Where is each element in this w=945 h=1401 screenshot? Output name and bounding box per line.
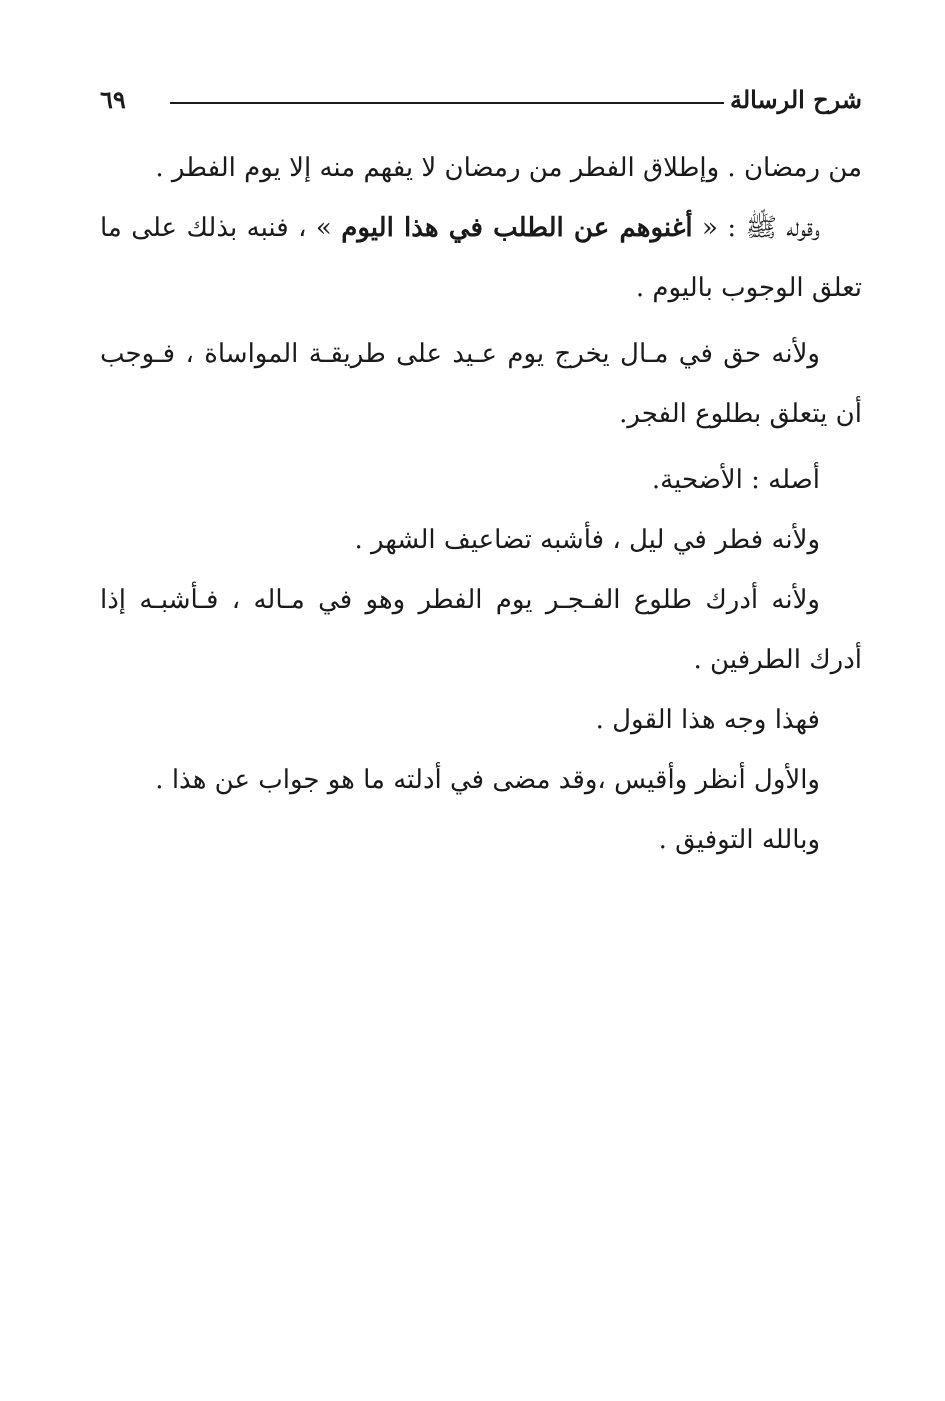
paragraph-1: من رمضان . وإطلاق الفطر من رمضان لا يفهم منه إلا يوم الفطر . (155, 153, 862, 183)
header-rule (170, 102, 724, 104)
hadith-quote: أغنوهم عن الطلب في هذا اليوم (341, 213, 693, 243)
running-title: شرح الرسالة (729, 85, 862, 114)
paragraph-8: والأول أنظر وأقيس ،وقد مضى في أدلته ما هو جواب عن هذا . (155, 765, 820, 795)
paragraph-2 (100, 198, 862, 318)
paragraph-9: وبالله التوفيق . (658, 825, 820, 855)
body-text (100, 138, 862, 870)
paragraph-4: أصله : الأضحية. (651, 465, 820, 495)
paragraph-2-lead: وقوله ﷺ : « (692, 213, 820, 243)
page-number: ٦٩ (100, 85, 126, 114)
paragraph-6: ولأنه أدرك طلوع الفـجـر يوم الفطر وهو في مـاله ، فـأشبـه إذا أدرك الطرفين . (100, 585, 862, 675)
paragraph-3: ولأنه حق في مـال يخرج يوم عـيد على طريقـة المواساة ، فـوجب أن يتعلق بطلوع الفجر. (100, 339, 862, 429)
paragraph-5: ولأنه فطر في ليل ، فأشبه تضاعيف الشهر . (354, 525, 820, 555)
page-header (100, 80, 862, 120)
paragraph-7: فهذا وجه هذا القول . (595, 705, 820, 735)
paragraph-2-tail: » ، فنبه بذلك على ما تعلق الوجوب باليوم . (100, 213, 862, 303)
